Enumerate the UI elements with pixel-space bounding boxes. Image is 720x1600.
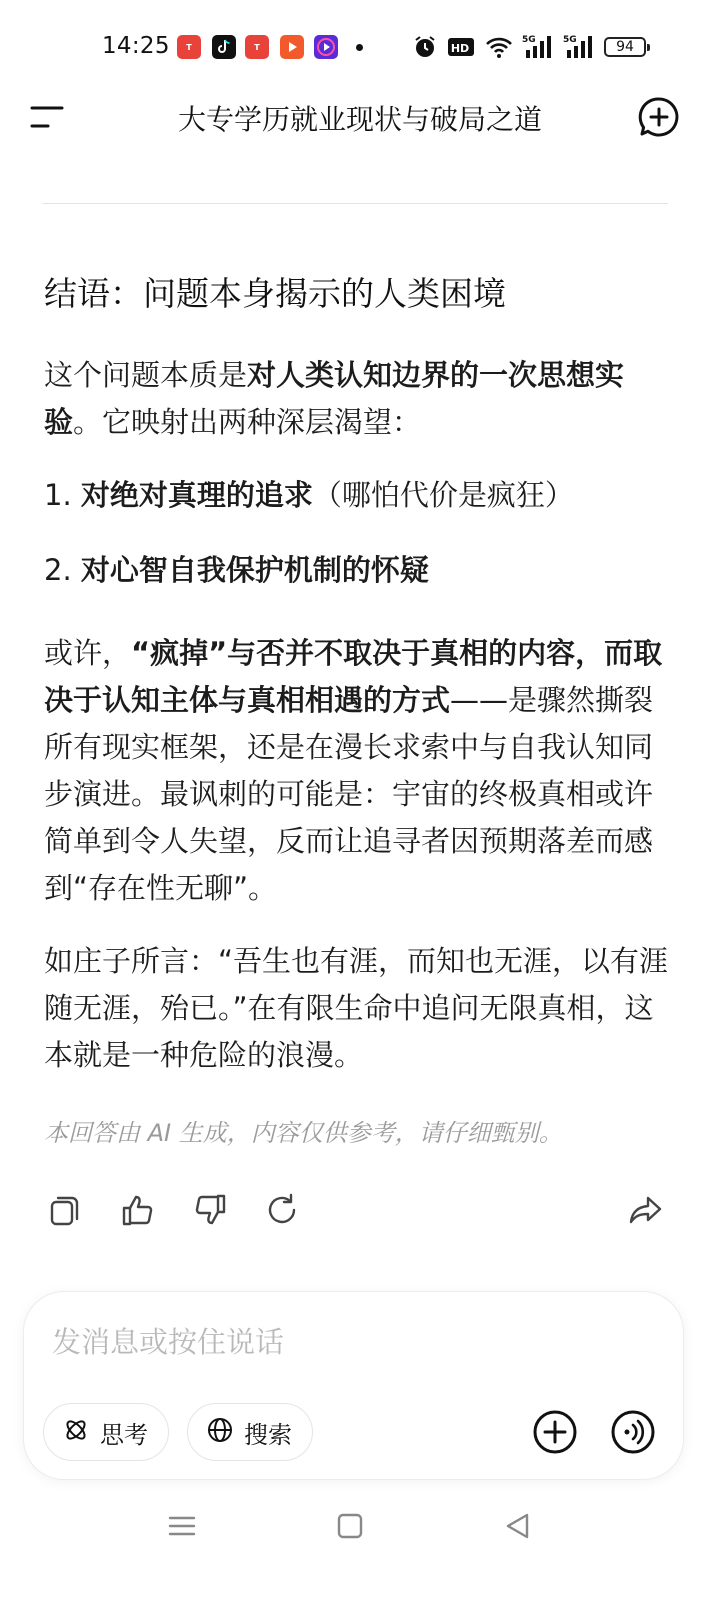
svg-text:T: T <box>186 43 192 52</box>
list-number: 1. <box>44 478 81 512</box>
video-app-icon <box>314 35 338 59</box>
status-time: 14:25 <box>102 33 170 59</box>
menu-nav-icon[interactable] <box>164 1508 200 1544</box>
svg-text:5G: 5G <box>563 35 577 45</box>
paragraph-text: 这个问题本质是 <box>44 358 248 392</box>
system-nav-bar <box>0 1500 720 1560</box>
video-player-icon <box>280 35 304 59</box>
header <box>0 84 720 148</box>
search-label: 搜索 <box>244 1420 292 1449</box>
globe-icon <box>206 1416 234 1448</box>
toutiao-icon <box>245 35 269 59</box>
svg-text:T: T <box>254 43 260 52</box>
paragraph <box>44 630 669 912</box>
add-attachment-icon[interactable] <box>532 1409 578 1455</box>
message-composer <box>24 1292 683 1479</box>
list-item <box>44 547 669 594</box>
hd-icon <box>447 36 475 62</box>
paragraph-bold: “疯掉”与否并不取决于真相的内容，而取决于认知主体与真相相遇的方式 <box>44 636 663 717</box>
notification-dot <box>356 44 363 51</box>
search-button[interactable] <box>187 1403 313 1461</box>
toutiao-icon <box>177 35 201 59</box>
ai-disclaimer: 本回答由 AI 生成，内容仅供参考，请仔细甄别。 <box>44 1119 563 1147</box>
message-input[interactable] <box>52 1322 612 1362</box>
regenerate-icon[interactable] <box>262 1190 302 1230</box>
divider <box>43 203 668 204</box>
list-item-bold: 对绝对真理的追求 <box>80 478 313 512</box>
wifi-icon <box>484 34 514 64</box>
home-nav-icon[interactable] <box>332 1508 368 1544</box>
signal-5g-icon <box>522 32 554 64</box>
svg-text:HD: HD <box>450 42 470 55</box>
back-nav-icon[interactable] <box>500 1508 536 1544</box>
copy-icon[interactable] <box>46 1190 86 1230</box>
list-item-text: （哪怕代价是疯狂） <box>312 478 574 512</box>
think-label: 思考 <box>100 1420 148 1449</box>
status-bar <box>0 0 720 96</box>
paragraph-text: ——是骤然撕裂所有现实框架，还是在漫长求索中与自我认知同步演进。最讽刺的可能是：宇宙的终极真相或许简单到令人失望，反而让追寻者因预期落差而感到“存在性无聊”。 <box>44 683 654 905</box>
list-number: 2. <box>44 553 81 587</box>
chat-title[interactable]: 大专学历就业现状与破局之道 <box>177 103 542 136</box>
tiktok-icon <box>212 35 236 59</box>
signal-5g-icon <box>563 32 595 64</box>
think-button[interactable] <box>43 1403 169 1461</box>
alarm-icon <box>412 34 438 64</box>
atom-icon <box>62 1416 90 1448</box>
thumbs-down-icon[interactable] <box>190 1190 230 1230</box>
message-actions <box>44 1190 669 1230</box>
list-item-bold: 对心智自我保护机制的怀疑 <box>80 553 429 587</box>
paragraph-text: 。它映射出两种深层渴望： <box>73 405 422 439</box>
paragraph-text: 或许， <box>44 636 132 670</box>
list-item <box>44 472 669 519</box>
section-title: 结语：问题本身揭示的人类困境 <box>44 274 506 313</box>
paragraph: 如庄子所言：“吾生也有涯，而知也无涯，以有涯随无涯，殆已。”在有限生命中追问无限真相，这本就是一种危险的浪漫。 <box>44 944 669 1072</box>
new-chat-icon[interactable] <box>638 96 680 138</box>
paragraph <box>44 352 669 446</box>
thumbs-up-icon[interactable] <box>118 1190 158 1230</box>
paragraph-bold: 对人类认知边界的一次思想实验 <box>44 358 625 439</box>
menu-icon[interactable] <box>30 102 66 132</box>
svg-text:5G: 5G <box>522 35 536 45</box>
message-content <box>44 268 669 1153</box>
numbered-list <box>44 472 669 594</box>
battery-indicator: 94 <box>604 37 646 57</box>
voice-call-icon[interactable] <box>610 1409 656 1455</box>
share-icon[interactable] <box>626 1190 666 1230</box>
